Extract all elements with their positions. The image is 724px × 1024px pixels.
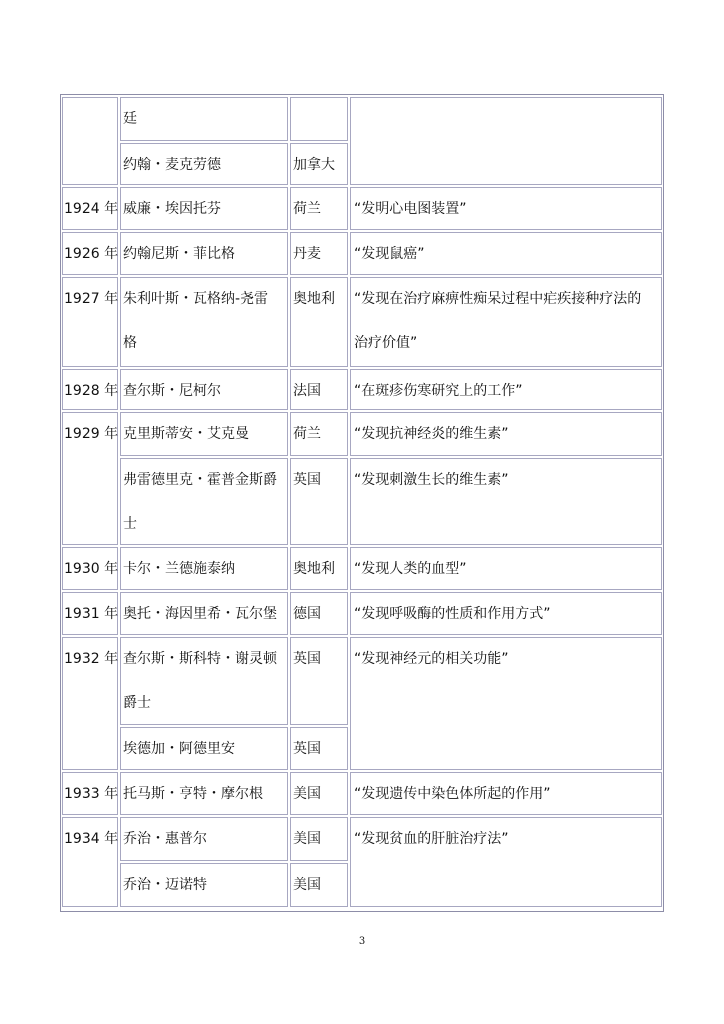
- reason-text: “在斑疹伤寒研究上的工作”: [354, 383, 523, 399]
- name-text: 奥托・海因里希・瓦尔堡: [123, 606, 277, 622]
- year-text: 1932 年: [64, 651, 119, 667]
- name-text: 廷: [123, 111, 137, 127]
- table-cell-reason: [350, 97, 662, 185]
- country-text: 奥地利: [293, 291, 335, 307]
- table-cell-year: [62, 97, 118, 185]
- country-text: 法国: [293, 383, 321, 399]
- reason-text: “发现神经元的相关功能”: [354, 651, 509, 667]
- name-text: 查尔斯・尼柯尔: [123, 383, 221, 399]
- reason-text: “发现在治疗麻痹性痴呆过程中疟疾接种疗法的: [354, 291, 642, 307]
- reason-text: “发现鼠癌”: [354, 246, 425, 262]
- country-text: 荷兰: [293, 426, 321, 442]
- reason-text: “发现呼吸酶的性质和作用方式”: [354, 606, 551, 622]
- name-text: 约翰尼斯・菲比格: [123, 246, 235, 262]
- reason-text: “发现贫血的肝脏治疗法”: [354, 831, 509, 847]
- year-text: 1926 年: [64, 246, 119, 262]
- reason-text: “发现遗传中染色体所起的作用”: [354, 786, 551, 802]
- name-text: 爵士: [123, 695, 151, 711]
- country-text: 美国: [293, 877, 321, 893]
- name-text: 乔治・惠普尔: [123, 831, 207, 847]
- name-text: 埃德加・阿德里安: [123, 741, 235, 757]
- reason-text: “发明心电图装置”: [354, 201, 467, 217]
- reason-text: “发现刺激生长的维生素”: [354, 472, 509, 488]
- name-text: 托马斯・亨特・摩尔根: [123, 786, 263, 802]
- name-text: 士: [123, 516, 137, 532]
- name-text: 朱利叶斯・瓦格纳-尧雷: [123, 291, 269, 307]
- name-text: 约翰・麦克劳德: [123, 157, 221, 173]
- year-text: 1934 年: [64, 831, 119, 847]
- name-text: 格: [123, 335, 137, 351]
- country-text: 德国: [293, 606, 321, 622]
- name-text: 乔治・迈诺特: [123, 877, 207, 893]
- year-text: 1931 年: [64, 606, 119, 622]
- country-text: 荷兰: [293, 201, 321, 217]
- page-number: 3: [358, 936, 366, 947]
- country-text: 英国: [293, 472, 321, 488]
- table-cell-name: [120, 97, 288, 141]
- year-text: 1930 年: [64, 561, 119, 577]
- year-text: 1924 年: [64, 201, 119, 217]
- country-text: 美国: [293, 786, 321, 802]
- country-text: 英国: [293, 741, 321, 757]
- country-text: 美国: [293, 831, 321, 847]
- year-text: 1929 年: [64, 426, 119, 442]
- country-text: 奥地利: [293, 561, 335, 577]
- name-text: 弗雷德里克・霍普金斯爵: [123, 472, 277, 488]
- reason-text: “发现人类的血型”: [354, 561, 467, 577]
- reason-text: “发现抗神经炎的维生素”: [354, 426, 509, 442]
- country-text: 加拿大: [293, 157, 335, 173]
- year-text: 1933 年: [64, 786, 119, 802]
- country-text: 英国: [293, 651, 321, 667]
- name-text: 威廉・埃因托芬: [123, 201, 221, 217]
- name-text: 查尔斯・斯科特・谢灵顿: [123, 651, 277, 667]
- name-text: 卡尔・兰德施泰纳: [123, 561, 235, 577]
- country-text: 丹麦: [293, 246, 321, 262]
- table-cell-country: [290, 97, 348, 141]
- year-text: 1928 年: [64, 383, 119, 399]
- reason-text: 治疗价值”: [354, 335, 418, 351]
- name-text: 克里斯蒂安・艾克曼: [123, 426, 249, 442]
- year-text: 1927 年: [64, 291, 119, 307]
